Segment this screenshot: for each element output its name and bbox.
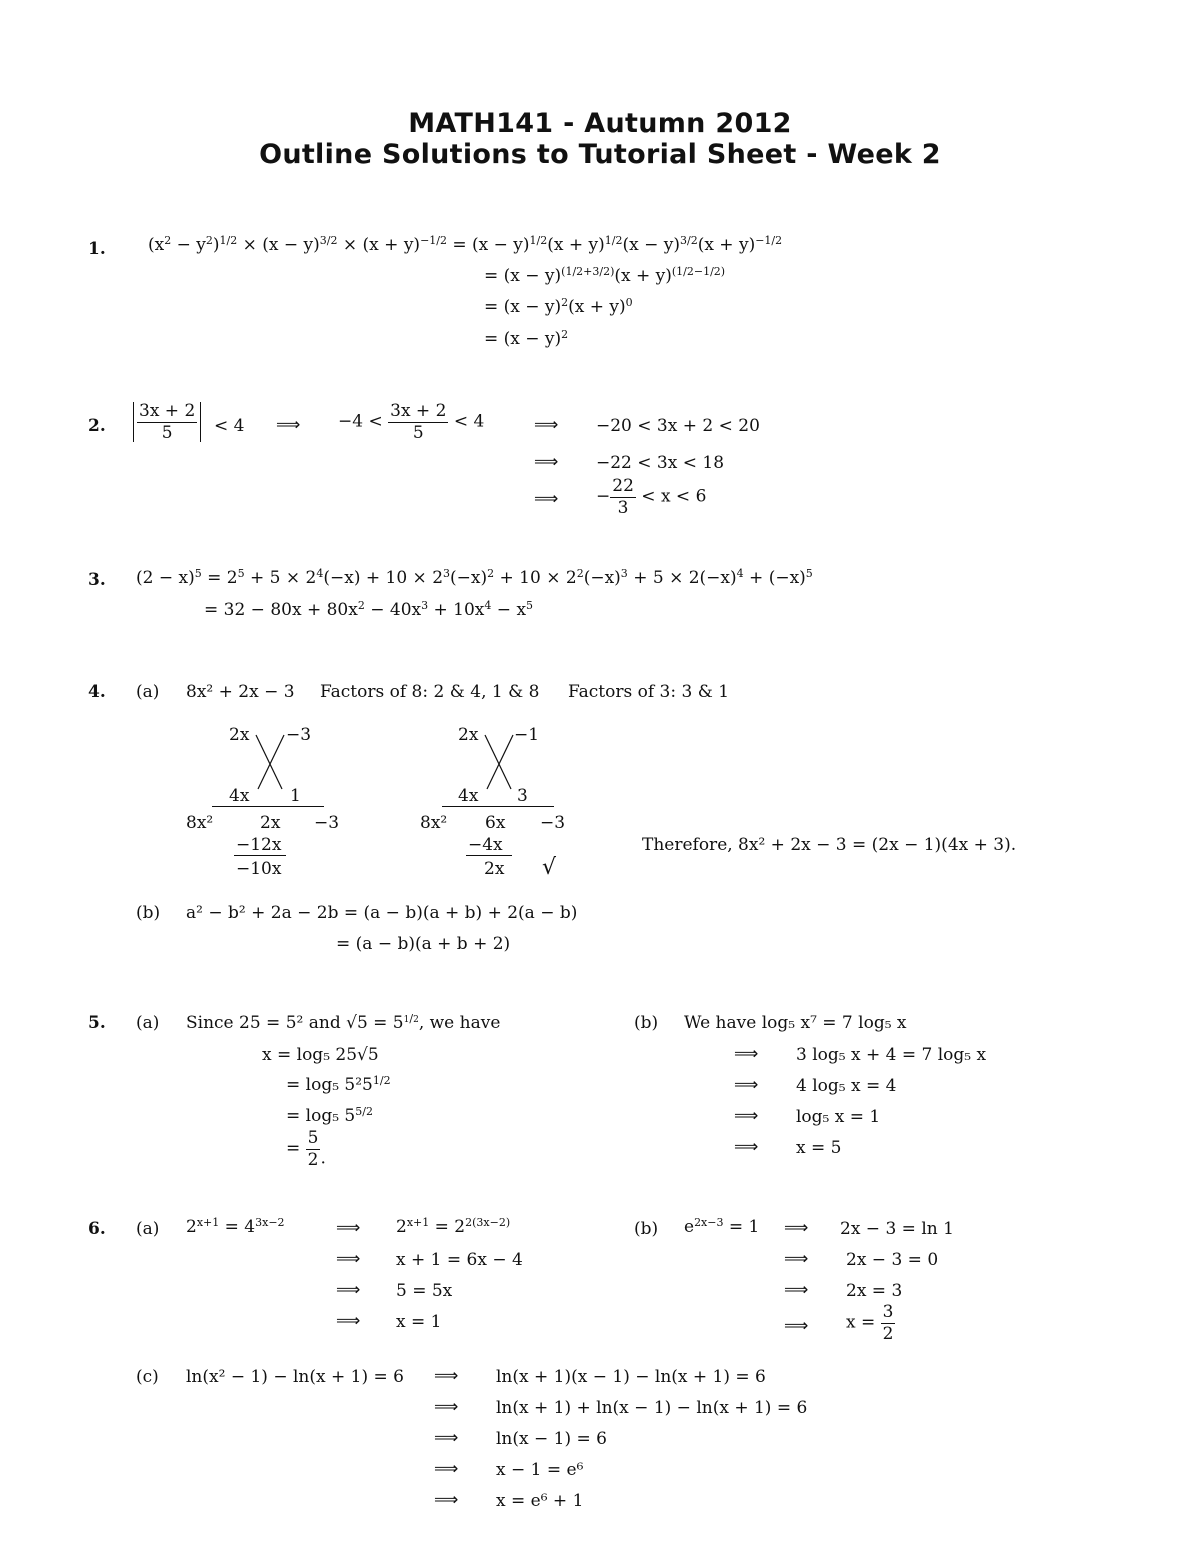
q5a-intro: Since 25 = 5² and $√5 = 5^{1/2}$, we have — [186, 1012, 501, 1033]
cross2-top-right: −1 — [514, 725, 540, 745]
q5a-line-2: = log₅ $5^25^{1/2}$ — [286, 1074, 391, 1095]
cross2-row2: −4x — [468, 835, 503, 855]
q4b-line-1: a² − b² + 2a − 2b = (a − b)(a + b) + 2(a − b) — [186, 903, 578, 923]
q6b-step-1: 2x − 3 = ln 1 — [840, 1219, 954, 1239]
cross2-x-lines — [481, 733, 517, 791]
q6c-step-2: ln(x + 1) + ln(x − 1) − ln(x + 1) = 6 — [496, 1398, 808, 1418]
cross2-row1-a: 8x² — [420, 813, 448, 833]
q2-double-inequality: −4 < $\frac{3x + 2}{5}$ < 4 — [338, 401, 485, 443]
cross1-row1-b: 2x — [260, 813, 281, 833]
q5b-step-2: 4 log₅ x = 4 — [796, 1076, 897, 1096]
q6c-equation: ln(x² − 1) − ln(x + 1) = 6 — [186, 1367, 404, 1387]
implies-arrow: ⟹ — [734, 1075, 759, 1095]
cross1-top-left: 2x — [229, 725, 250, 745]
part-b-label: (b) — [136, 903, 161, 923]
q5a-line-3: = log₅ $5^{5/2}$ — [286, 1105, 373, 1126]
question-1-number: 1. — [88, 239, 106, 259]
implies-arrow: ⟹ — [784, 1218, 809, 1238]
q6a-step-3: x = 1 — [396, 1312, 442, 1332]
q6a-equation: $2^{x+1} = 4^{3x-2}$ — [186, 1216, 285, 1237]
q6a-step-1: x + 1 = 6x − 4 — [396, 1250, 523, 1270]
question-4-number: 4. — [88, 682, 106, 702]
q1-line-2: = $(x - y)^{(1/2+3/2)}(x + y)^{(1/2-1/2)}$ — [484, 265, 726, 286]
q5a-line-4: = $\frac{5}{2}$ . — [286, 1128, 326, 1170]
cross1-row2: −12x — [236, 835, 282, 855]
cross1-row1-c: −3 — [314, 813, 340, 833]
cross2-row1-b: 6x — [485, 813, 506, 833]
q5b-step-4: x = 5 — [796, 1138, 842, 1158]
cross1-row3: −10x — [236, 859, 282, 879]
implies-arrow: ⟹ — [734, 1106, 759, 1126]
part-c-label: (c) — [136, 1367, 159, 1387]
q6b-step-3: 2x = 3 — [846, 1281, 903, 1301]
q2-step-2: −22 < 3x < 18 — [596, 453, 725, 473]
q6b-equation: $e^{2x-3} = 1$ — [684, 1216, 760, 1237]
q6a-step-0: $2^{x+1} = 2^{2(3x-2)}$ — [396, 1216, 511, 1237]
implies-arrow: ⟹ — [434, 1397, 459, 1417]
cross2-row1-c: −3 — [540, 813, 566, 833]
cross2-row3: 2x — [484, 859, 505, 879]
q6c-step-1: ln(x + 1)(x − 1) − ln(x + 1) = 6 — [496, 1367, 766, 1387]
part-a-label: (a) — [136, 1013, 160, 1033]
implies-arrow: ⟹ — [336, 1311, 361, 1331]
question-6-number: 6. — [88, 1219, 106, 1239]
q4a-conclusion: Therefore, 8x² + 2x − 3 = (2x − 1)(4x + 3). — [642, 835, 1017, 855]
q6b-step-4: x = $\frac{3}{2}$ — [846, 1302, 894, 1344]
q1-line-3: = $(x - y)^2(x + y)^0$ — [484, 296, 633, 317]
cross2-sum-rule — [466, 855, 512, 856]
question-2-number: 2. — [88, 416, 106, 436]
cross1-sum-rule — [234, 855, 286, 856]
implies-arrow: ⟹ — [734, 1137, 759, 1157]
q6c-step-5: x = e⁶ + 1 — [496, 1491, 584, 1511]
q3-line-2: = $32 - 80x + 80x^2 - 40x^3 + 10x^4 - x^5$ — [204, 599, 534, 620]
q2-absolute-inequality: $\frac{3x + 2}{5}$ — [133, 402, 201, 442]
cross2-bottom-right: 3 — [517, 786, 528, 806]
q2-step-1: −20 < 3x + 2 < 20 — [596, 416, 760, 436]
cross1-rule — [212, 806, 324, 807]
implies-arrow: ⟹ — [534, 489, 559, 509]
cross1-x-lines — [252, 733, 288, 791]
title-line-1: MATH141 - Autumn 2012 — [408, 108, 792, 139]
part-a-label: (a) — [136, 682, 160, 702]
q6c-step-3: ln(x − 1) = 6 — [496, 1429, 607, 1449]
q2-step-3: − $\frac{22}{3}$ < x < 6 — [596, 476, 707, 518]
cross2-bottom-left: 4x — [458, 786, 479, 806]
cross1-top-right: −3 — [286, 725, 312, 745]
q5b-step-3: log₅ x = 1 — [796, 1107, 881, 1127]
q6b-step-2: 2x − 3 = 0 — [846, 1250, 939, 1270]
question-3-number: 3. — [88, 570, 106, 590]
q5b-step-1: 3 log₅ x + 4 = 7 log₅ x — [796, 1045, 987, 1065]
cross1-row1-a: 8x² — [186, 813, 214, 833]
implies-arrow: ⟹ — [784, 1316, 809, 1336]
implies-arrow: ⟹ — [276, 415, 301, 435]
implies-arrow: ⟹ — [784, 1249, 809, 1269]
q1-line-1: $(x^2 - y^2)^{1/2} \times (x - y)^{3/2} \times (x + y)^{-1/2} = (x - y)^{1/2}(x + y)^{1/2}(x - y)^{3/2}(x + y)^{-1/2}$ — [148, 234, 783, 255]
implies-arrow: ⟹ — [534, 452, 559, 472]
cross2-top-left: 2x — [458, 725, 479, 745]
cross1-bottom-left: 4x — [229, 786, 250, 806]
implies-arrow: ⟹ — [336, 1249, 361, 1269]
q6c-step-4: x − 1 = e⁶ — [496, 1460, 584, 1480]
part-a-label: (a) — [136, 1219, 160, 1239]
q5a-line-1: x = log₅ 25√5 — [262, 1045, 379, 1065]
implies-arrow: ⟹ — [534, 415, 559, 435]
part-b-label: (b) — [634, 1013, 659, 1033]
checkmark-icon: √ — [542, 855, 557, 880]
implies-arrow: ⟹ — [784, 1280, 809, 1300]
implies-arrow: ⟹ — [434, 1490, 459, 1510]
title-line-2: Outline Solutions to Tutorial Sheet - Week 2 — [259, 139, 941, 170]
q4a-factors-of-3: Factors of 3: 3 & 1 — [568, 682, 730, 702]
q3-line-1: $(2 - x)^5 = 2^5 + 5 \times 2^4(-x) + 10 \times 2^3(-x)^2 + 10 \times 2^2(-x)^3 + 5 \times 2(-x)^4 + (-x)^5$ — [136, 567, 813, 588]
q6a-step-2: 5 = 5x — [396, 1281, 453, 1301]
implies-arrow: ⟹ — [734, 1044, 759, 1064]
question-5-number: 5. — [88, 1013, 106, 1033]
part-b-label: (b) — [634, 1219, 659, 1239]
implies-arrow: ⟹ — [434, 1366, 459, 1386]
implies-arrow: ⟹ — [336, 1280, 361, 1300]
q5b-intro: We have log₅ x⁷ = 7 log₅ x — [684, 1013, 907, 1033]
implies-arrow: ⟹ — [434, 1428, 459, 1448]
q4a-expression: 8x² + 2x − 3 — [186, 682, 295, 702]
cross2-rule — [442, 806, 554, 807]
q1-line-4: = $(x - y)^2$ — [484, 328, 569, 349]
q4a-factors-of-8: Factors of 8: 2 & 4, 1 & 8 — [320, 682, 540, 702]
q2-lt-4: < 4 — [214, 416, 245, 436]
cross1-bottom-right: 1 — [290, 786, 301, 806]
implies-arrow: ⟹ — [434, 1459, 459, 1479]
q4b-line-2: = (a − b)(a + b + 2) — [336, 934, 511, 954]
implies-arrow: ⟹ — [336, 1218, 361, 1238]
